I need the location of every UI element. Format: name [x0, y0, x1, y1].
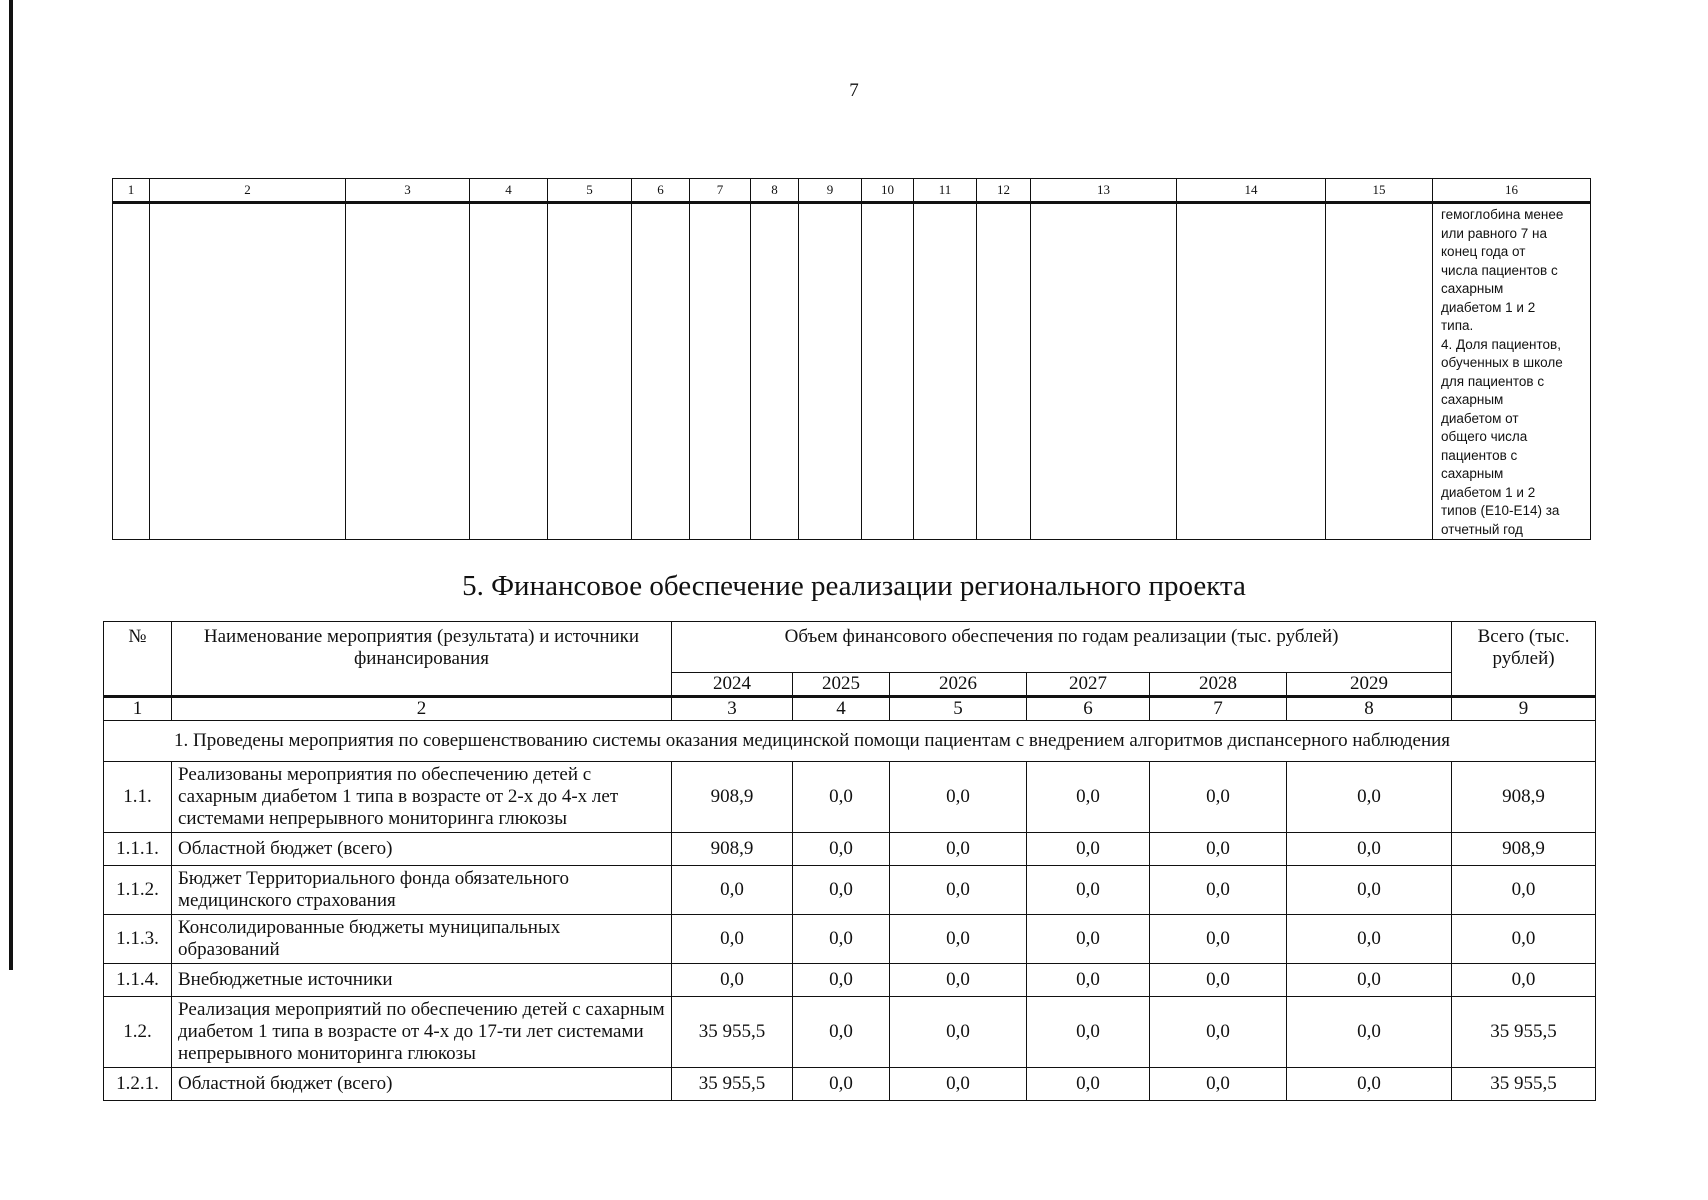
text-line: обученных в школе: [1441, 355, 1563, 370]
table-row: [104, 833, 1596, 866]
column-number: 15: [1326, 179, 1433, 203]
value-2024: 0,0: [672, 866, 793, 915]
value-2028: 0,0: [1150, 915, 1287, 964]
empty-cell: [346, 203, 470, 540]
row-num: 1.1.2.: [104, 866, 172, 915]
header-num: №: [104, 622, 172, 697]
text-line: или равного 7 на: [1441, 225, 1547, 241]
value-2028: 0,0: [1150, 762, 1287, 833]
value-2029: 0,0: [1287, 866, 1452, 915]
indicator-description-cell: [1433, 203, 1591, 540]
value-2027: 0,0: [1027, 1068, 1150, 1101]
page-number: 7: [849, 80, 859, 101]
column-number: 2: [172, 697, 672, 721]
row-name: Реализованы мероприятия по обеспечению детей с сахарным диабетом 1 типа в возрасте от 2-х до 4-х лет системами непрерывного мониторинга глюкозы: [172, 762, 672, 833]
value-2029: 0,0: [1287, 833, 1452, 866]
empty-cell: [690, 203, 751, 540]
empty-cell: [977, 203, 1031, 540]
column-number: 9: [799, 179, 862, 203]
empty-cell: [150, 203, 346, 540]
row-num: 1.1.3.: [104, 915, 172, 964]
value-2026: 0,0: [890, 997, 1027, 1068]
value-total: 0,0: [1452, 964, 1596, 997]
empty-cell: [113, 203, 150, 540]
empty-cell: [1031, 203, 1177, 540]
table-row: [104, 866, 1596, 915]
row-num: 1.1.4.: [104, 964, 172, 997]
row-name: Реализация мероприятий по обеспечению детей с сахарным диабетом 1 типа в возрасте от 4-х до 17-ти лет системами непрерывного мониторинга глюкозы: [172, 997, 672, 1068]
text-line: 4. Доля пациентов,: [1441, 336, 1561, 352]
value-total: 35 955,5: [1452, 1068, 1596, 1101]
column-number: 5: [890, 697, 1027, 721]
column-number: 8: [1287, 697, 1452, 721]
text-line: сахарным: [1441, 466, 1504, 481]
year-header: 2028: [1150, 673, 1287, 697]
year-header: 2024: [672, 673, 793, 697]
text-line: гемоглобина менее: [1441, 207, 1564, 222]
header-volume: Объем финансового обеспечения по годам реализации (тыс. рублей): [672, 622, 1452, 673]
value-2025: 0,0: [793, 964, 890, 997]
value-2026: 0,0: [890, 1068, 1027, 1101]
row-num: 1.1.: [104, 762, 172, 833]
text-line: пациентов с: [1441, 447, 1518, 463]
row-name: Областной бюджет (всего): [172, 833, 672, 866]
value-2027: 0,0: [1027, 964, 1150, 997]
column-number: 8: [751, 179, 799, 203]
section-heading: 1. Проведены мероприятия по совершенствованию системы оказания медицинской помощи пациентам с внедрением алгоритмов диспансерного наблюдения: [104, 721, 1596, 762]
value-2024: 908,9: [672, 833, 793, 866]
empty-cell: [914, 203, 977, 540]
text-line: числа пациентов с: [1441, 262, 1558, 278]
value-2024: 35 955,5: [672, 1068, 793, 1101]
empty-cell: [751, 203, 799, 540]
text-line: диабетом от: [1441, 410, 1519, 426]
empty-cell: [1177, 203, 1326, 540]
value-2029: 0,0: [1287, 915, 1452, 964]
empty-cell: [470, 203, 548, 540]
row-num: 1.2.1.: [104, 1068, 172, 1101]
column-number: 7: [690, 179, 751, 203]
table-row: [104, 1068, 1596, 1101]
financing-table: [103, 621, 1596, 1101]
column-number: 6: [1027, 697, 1150, 721]
empty-cell: [1326, 203, 1433, 540]
value-2025: 0,0: [793, 866, 890, 915]
value-2024: 35 955,5: [672, 997, 793, 1068]
empty-cell: [548, 203, 632, 540]
text-line: сахарным: [1441, 392, 1504, 407]
column-number: 1: [113, 179, 150, 203]
text-line: типа.: [1441, 318, 1474, 333]
value-2027: 0,0: [1027, 915, 1150, 964]
table-row: [104, 964, 1596, 997]
value-2024: 0,0: [672, 964, 793, 997]
row-name: Внебюджетные источники: [172, 964, 672, 997]
value-2024: 0,0: [672, 915, 793, 964]
column-number: 10: [862, 179, 914, 203]
value-2024: 908,9: [672, 762, 793, 833]
column-number: 14: [1177, 179, 1326, 203]
section-title: 5. Финансовое обеспечение реализации регионального проекта: [462, 570, 1246, 602]
header-row: [104, 622, 1596, 673]
value-2027: 0,0: [1027, 762, 1150, 833]
value-2025: 0,0: [793, 1068, 890, 1101]
column-number: 7: [1150, 697, 1287, 721]
continuation-table: [112, 178, 1591, 540]
column-number: 11: [914, 179, 977, 203]
value-2026: 0,0: [890, 762, 1027, 833]
value-2026: 0,0: [890, 915, 1027, 964]
value-2029: 0,0: [1287, 762, 1452, 833]
value-2028: 0,0: [1150, 1068, 1287, 1101]
column-number: 9: [1452, 697, 1596, 721]
column-number: 4: [793, 697, 890, 721]
value-2025: 0,0: [793, 997, 890, 1068]
column-number: 13: [1031, 179, 1177, 203]
text-line: диабетом 1 и 2: [1441, 484, 1536, 500]
column-number: 3: [672, 697, 793, 721]
column-number: 12: [977, 179, 1031, 203]
table-row: [104, 997, 1596, 1068]
text-line: типов (E10-E14) за: [1441, 503, 1560, 518]
value-2028: 0,0: [1150, 866, 1287, 915]
value-2026: 0,0: [890, 964, 1027, 997]
section-row: [104, 721, 1596, 762]
year-header: 2027: [1027, 673, 1150, 697]
value-total: 0,0: [1452, 866, 1596, 915]
text-line: отчетный год: [1441, 521, 1523, 537]
value-2028: 0,0: [1150, 833, 1287, 866]
value-total: 35 955,5: [1452, 997, 1596, 1068]
header-name: Наименование мероприятия (результата) и источники финансирования: [172, 622, 672, 697]
column-number: 16: [1433, 179, 1591, 203]
column-number: 6: [632, 179, 690, 203]
row-num: 1.1.1.: [104, 833, 172, 866]
value-2026: 0,0: [890, 866, 1027, 915]
column-number: 1: [104, 697, 172, 721]
value-2029: 0,0: [1287, 997, 1452, 1068]
value-2027: 0,0: [1027, 997, 1150, 1068]
row-name: Областной бюджет (всего): [172, 1068, 672, 1101]
text-line: общего числа: [1441, 429, 1528, 444]
value-total: 0,0: [1452, 915, 1596, 964]
column-number: 5: [548, 179, 632, 203]
year-header: 2029: [1287, 673, 1452, 697]
column-number-row: [104, 697, 1596, 721]
value-2029: 0,0: [1287, 1068, 1452, 1101]
year-header: 2026: [890, 673, 1027, 697]
row-num: 1.2.: [104, 997, 172, 1068]
value-total: 908,9: [1452, 762, 1596, 833]
year-header: 2025: [793, 673, 890, 697]
text-line: сахарным: [1441, 281, 1504, 296]
row-name: Консолидированные бюджеты муниципальных образований: [172, 915, 672, 964]
table-row: [104, 762, 1596, 833]
value-2028: 0,0: [1150, 964, 1287, 997]
value-2026: 0,0: [890, 833, 1027, 866]
value-2027: 0,0: [1027, 866, 1150, 915]
page-left-edge-rule: [9, 0, 13, 970]
text-line: конец года от: [1441, 244, 1526, 259]
header-total: Всего (тыс. рублей): [1452, 622, 1596, 697]
value-2029: 0,0: [1287, 964, 1452, 997]
empty-cell: [862, 203, 914, 540]
column-number: 4: [470, 179, 548, 203]
text-line: диабетом 1 и 2: [1441, 299, 1536, 315]
column-number: 2: [150, 179, 346, 203]
empty-cell: [632, 203, 690, 540]
row-name: Бюджет Территориального фонда обязательного медицинского страхования: [172, 866, 672, 915]
value-2027: 0,0: [1027, 833, 1150, 866]
continuation-row: [113, 203, 1591, 540]
text-line: для пациентов с: [1441, 373, 1545, 389]
value-2028: 0,0: [1150, 997, 1287, 1068]
column-number: 3: [346, 179, 470, 203]
value-2025: 0,0: [793, 833, 890, 866]
column-number-row: [113, 179, 1591, 203]
value-total: 908,9: [1452, 833, 1596, 866]
table-row: [104, 915, 1596, 964]
value-2025: 0,0: [793, 762, 890, 833]
empty-cell: [799, 203, 862, 540]
value-2025: 0,0: [793, 915, 890, 964]
